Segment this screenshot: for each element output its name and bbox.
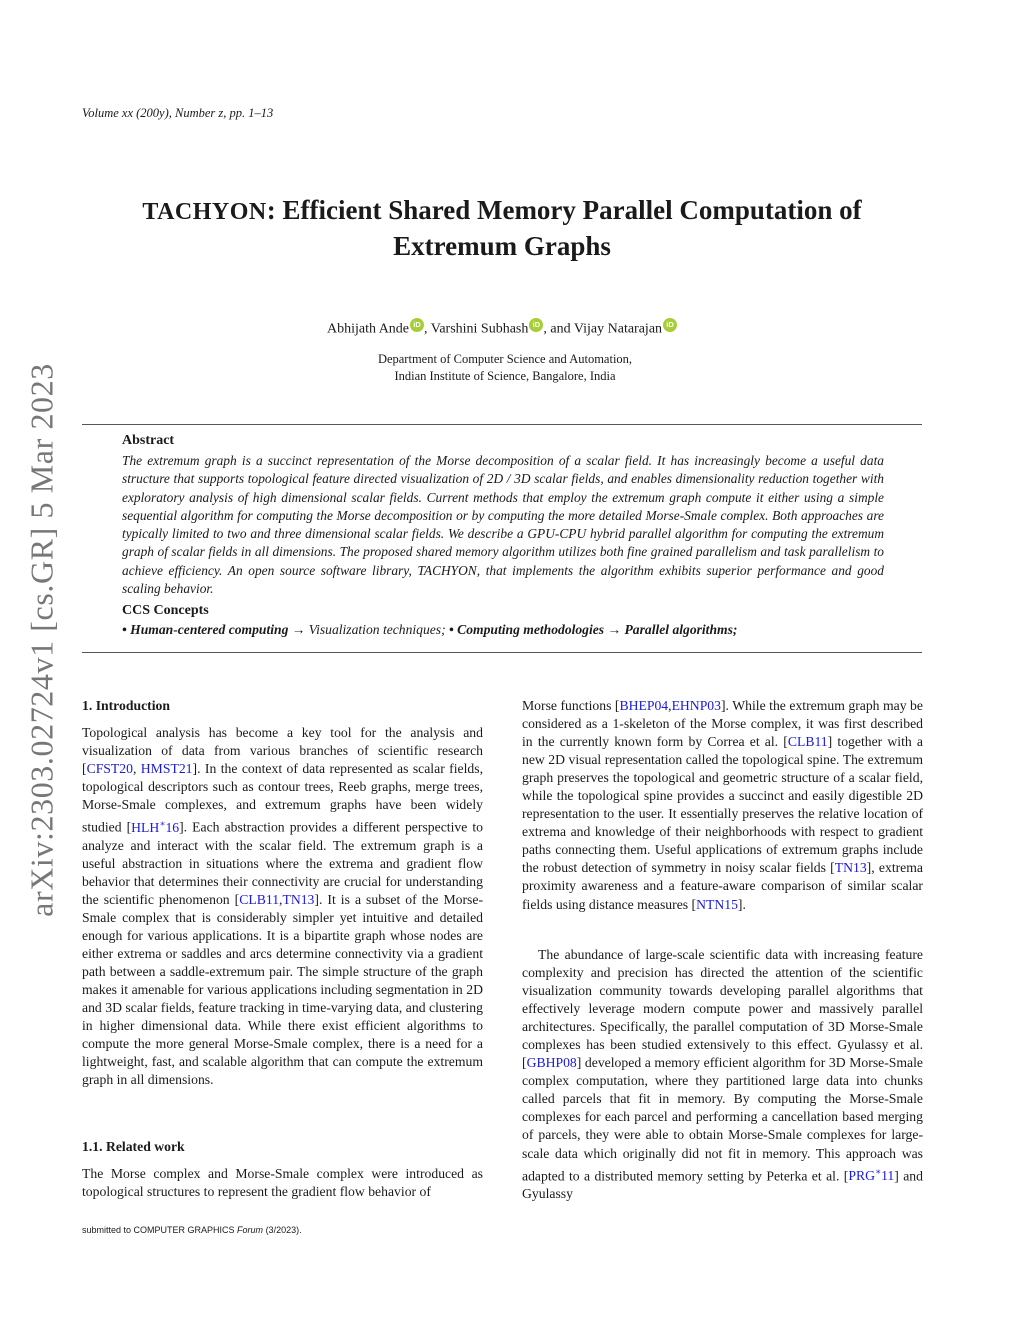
text-run: ] together with a new 2D visual representation called the topological spine. The extremum graph preserves the topological and geometric structure of a scalar field, while the topological spine provides a succinct and easily digestible 2D representation to the user. It essentially preserves the relative location of extrema and knowledge of their neighborhoods with respect to gradient paths connecting them. Useful applications of extremum graphs include the robust detection of symmetry in noisy scalar fields [ <box>522 734 923 876</box>
citation-link[interactable]: EHNP03 <box>671 698 721 713</box>
ccs-concepts <box>122 622 737 638</box>
volume-header: Volume xx (200y), Number z, pp. 1–13 <box>82 106 274 120</box>
ccs-concept-2: Parallel algorithms; <box>624 622 738 637</box>
arrow-icon: → <box>291 622 306 637</box>
text-run: , <box>279 891 283 907</box>
citation-link[interactable]: CLB11 <box>239 891 280 907</box>
abstract-text: The extremum graph is a succinct representation of the Morse decomposition of a scalar field. It has increasingly become a useful data structure that supports topological feature directed visualization of 2D / 3D scalar fields, and enables dimensionality reduction together with exploratory analysis of high dimensional scalar fields. Current methods that employ the extremum graph compute it either using a simple sequential algorithm for computing the Morse decomposition or by computing the more detailed Morse-Smale complex. Both approaches are typically limited to two and three dimensional scalar fields. We describe a GPU-CPU hybrid parallel algorithm for computing the extremum graph of scalar fields in all dimensions. The proposed shared memory algorithm utilizes both fine grained parallelism and task parallelism to achieve efficiency. An open source software library, TACHYON, that implements the algorithm exhibits superior performance and good scaling behavior. <box>122 453 884 597</box>
title-software-name: TACHYON <box>142 199 267 225</box>
left-column <box>82 697 483 715</box>
author-2: Varshini Subhash <box>430 321 529 337</box>
text-run: ]. It is a subset of the Morse-Smale complex that is considerably simpler yet intuitive and detailed enough for various applications. It is a bipartite graph whose nodes are either extrema or saddles and arcs determine connectivity via a gradient path between a saddle-extremum pair. The simple structure of the graph makes it amenable for various applications including segmentation in 2D and 3D scalar fields, feature tracking in time-varying data, and clustering in higher dimensional data. While there exist efficient algorithms to compute the more general Morse-Smale complex, there is a need for a lightweight, fast, and scalable algorithm that can compute the extremum graph in all dimensions. <box>82 891 484 1088</box>
paragraph-text: The Morse complex and Morse-Smale complex were introduced as topological structures to represent the gradient flow behavior of <box>82 1166 483 1200</box>
text-run: ]. <box>737 896 746 912</box>
affiliation-line-1: Department of Computer Science and Automation, <box>377 352 633 366</box>
text-run: , <box>668 698 672 713</box>
subsection-heading: 1.1. Related work <box>82 1139 185 1154</box>
text-run: ]. In the context of data represented as scalar fields, topological descriptors such as contour trees, Reeb graphs, merge trees, Morse-Smale complexes, and extremum graphs have been widely studied [ <box>82 761 483 835</box>
section-introduction-heading: 1. Introduction <box>82 698 170 713</box>
related-work-paragraph <box>82 1165 483 1201</box>
text-run: , <box>132 761 141 777</box>
related-work-section <box>82 1138 483 1156</box>
intro-paragraph <box>82 724 483 1090</box>
ccs-category-2: • Computing methodologies <box>449 622 605 637</box>
citation-superscript: ∗ <box>874 1166 882 1177</box>
right-column-paragraph-2 <box>522 946 923 1203</box>
orcid-icon[interactable]: iD <box>410 318 424 332</box>
text-run: ]. Each abstraction provides a different perspective to analyze and interact with the scalar field. The extremum graph is a useful abstraction in situations where the extrema and gradient flow behavior that determines their connectivity are crucial for understanding the scientific phenomenon [ <box>82 819 483 907</box>
text-run: ] and Gyulassy <box>522 1168 923 1202</box>
citation-link[interactable]: HMST21 <box>140 761 193 777</box>
citation-text: PRG <box>848 1168 875 1184</box>
author-separator: , <box>424 321 431 337</box>
arrow-icon: → <box>607 622 622 637</box>
right-column-paragraph-1 <box>522 697 923 914</box>
affiliation-line-2: Indian Institute of Science, Bangalore, India <box>394 369 616 383</box>
footer-text: submitted to COMPUTER GRAPHICS <box>82 1225 238 1235</box>
citation-link[interactable] <box>848 1168 894 1183</box>
citation-link[interactable] <box>131 820 179 835</box>
citation-link[interactable]: CLB11 <box>787 734 828 750</box>
text-run: The abundance of large-scale scientific data with increasing feature complexity and precision has directed the attention of the scientific visualization community towards developing parallel algorithms that effectively leverage modern compute power and massively parallel architectures. Specifically, the parallel computation of 3D Morse-Smale complexes has been studied extensively to this effect. Gyulassy et al. [ <box>522 947 923 1071</box>
citation-link[interactable]: NTN15 <box>696 896 738 912</box>
author-3: Vijay Natarajan <box>573 321 663 337</box>
citation-link[interactable]: GBHP08 <box>526 1055 577 1071</box>
footer-journal: Forum <box>237 1225 264 1235</box>
citation-text: 11 <box>881 1168 895 1184</box>
title-line-1: : Efficient Shared Memory Parallel Computation of <box>266 195 862 225</box>
ccs-category-1: • Human-centered computing <box>122 622 289 637</box>
ccs-concept-1: Visualization techniques; <box>308 622 446 637</box>
citation-link[interactable]: CFST20 <box>86 761 133 777</box>
citation-link[interactable]: TN13 <box>834 860 867 876</box>
ccs-heading: CCS Concepts <box>122 603 209 618</box>
text-run: ], extrema proximity awareness and a feature-aware comparison of similar scalar fields using distance measures [ <box>522 860 923 912</box>
author-separator: , and <box>543 321 574 337</box>
text-run: ] developed a memory efficient algorithm for 3D Morse-Smale complex computation, where they partitioned large data into chunks called parcels that fit in memory. By computing the Morse-Smale complexes for each parcel and performing a cancellation based merging of parcels, they were able to obtain Morse-Smale complexes for large-scale data which originally did not fit in memory. This approach was adapted to a distributed memory setting by Peterka et al. [ <box>522 1055 923 1184</box>
author-list <box>0 318 1004 338</box>
arxiv-identifier: arXiv:2303.02724v1 [cs.GR] 5 Mar 2023 <box>23 363 60 917</box>
footer-text: (3/2023). <box>263 1225 302 1235</box>
citation-superscript: ∗ <box>159 818 166 829</box>
affiliation <box>0 351 1010 385</box>
text-run: Morse functions [ <box>522 698 620 713</box>
footer <box>82 1225 302 1235</box>
title-line-2: Extremum Graphs <box>393 231 611 261</box>
orcid-icon[interactable]: iD <box>529 318 543 332</box>
bottom-divider <box>82 652 922 653</box>
text-run: ]. While the extremum graph may be considered as a 1-skeleton of the Morse complex, it was first described in the currently known form by Correa et al. [ <box>522 698 923 750</box>
citation-text: HLH <box>131 819 160 835</box>
citation-link[interactable]: TN13 <box>282 891 315 907</box>
paper-title <box>0 193 1004 263</box>
citation-text: 16 <box>165 819 180 835</box>
text-run: Topological analysis has become a key tool for the analysis and visualization of data from various branches of scientific research [ <box>82 725 483 777</box>
citation-link[interactable]: BHEP04 <box>619 698 669 713</box>
author-1: Abhijath Ande <box>326 321 410 337</box>
orcid-icon[interactable]: iD <box>663 318 677 332</box>
top-divider <box>82 424 922 425</box>
abstract-heading: Abstract <box>122 433 175 448</box>
